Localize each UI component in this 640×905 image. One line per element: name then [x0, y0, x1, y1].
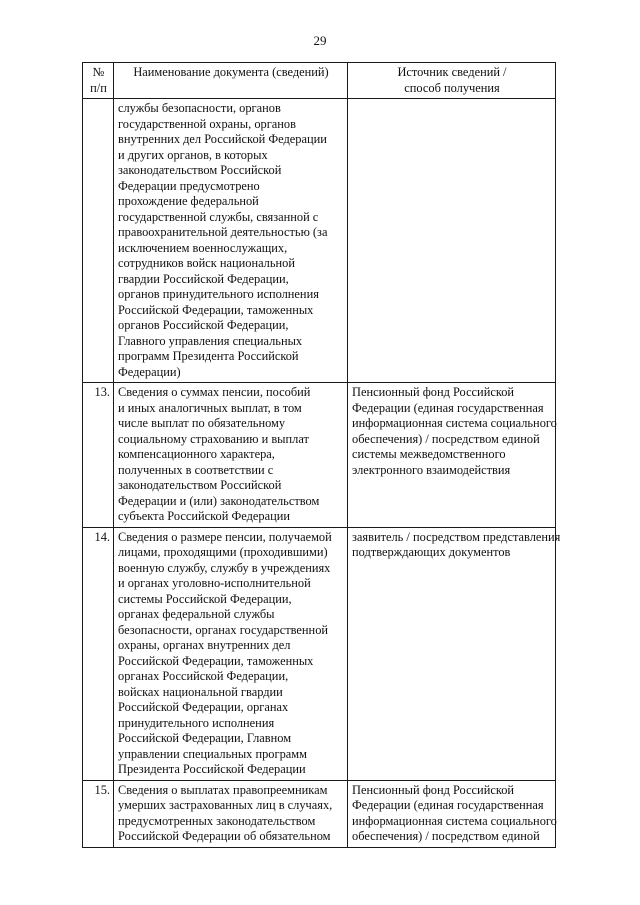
document-name-line: Главного управления специальных [118, 333, 303, 348]
header-source [348, 63, 556, 99]
table-row [83, 780, 556, 847]
source-line: электронного взаимодействия [352, 462, 511, 477]
document-name-line: Сведения о размере пенсии, получаемой [118, 529, 332, 544]
document-name-line: программ Президента Российской [118, 349, 299, 363]
document-name-line: военную службу, службу в учреждениях [118, 560, 331, 575]
document-name-line: Федерации предусмотрено [118, 178, 260, 193]
document-name-line: предусмотренных законодательством [118, 813, 316, 828]
source-line: информационная система социального [352, 416, 557, 430]
source-line: Пенсионный фонд Российской [352, 782, 515, 797]
document-name-line: числе выплат по обязательному [118, 416, 286, 430]
source-line: Пенсионный фонд Российской [352, 385, 515, 399]
document-name-line: Российской Федерации об обязательном [118, 829, 331, 843]
source-cell [348, 527, 561, 780]
document-name-line: полученных в соответствии с [118, 462, 274, 477]
document-name-cell [114, 780, 348, 847]
document-name-line: войсках национальной гвардии [118, 684, 283, 699]
document-name-line: лицами, проходящими (проходившими) [118, 545, 328, 559]
document-name-line: законодательством Российской [118, 478, 282, 492]
document-name-line: сотрудников войск национальной [118, 256, 295, 270]
source-line: обеспечения) / посредством единой [352, 829, 540, 843]
header-number-line: п/п [90, 80, 107, 95]
page-number: 29 [313, 33, 327, 48]
header-document-name: Наименование документа (сведений) [114, 63, 348, 99]
source-line: Федерации (единая государственная [352, 400, 544, 415]
document-name-cell [114, 383, 348, 528]
source-cell [348, 383, 556, 528]
document-name-line: Сведения о суммах пенсии, пособий [118, 385, 311, 399]
document-name-line: прохождение федеральной [118, 194, 259, 208]
document-name-line: Российской Федерации, Главном [118, 731, 292, 745]
document-name-line: внутренних дел Российской Федерации [118, 132, 327, 146]
document-name-line: и иных аналогичных выплат, в том [118, 400, 302, 415]
document-name-line: государственной службы, связанной с [118, 209, 319, 224]
document-name-line: гвардии Российской Федерации, [118, 271, 289, 286]
source-line: подтверждающих документов [352, 545, 511, 559]
document-name-line: законодательством Российской [118, 163, 282, 177]
row-number: 15. [83, 780, 114, 847]
row-number: 13. [83, 383, 114, 528]
source-line: Федерации (единая государственная [352, 798, 544, 812]
source-line: заявитель / посредством представления [352, 529, 561, 544]
document-name-line: службы безопасности, органов [118, 101, 281, 115]
document-name-line: системы Российской Федерации, [118, 591, 292, 606]
document-name-line: Российской Федерации, таможенных [118, 653, 314, 668]
document-name-line: компенсационного характера, [118, 447, 275, 461]
source-cell [348, 99, 556, 383]
document-name-line: Российской Федерации, органах [118, 700, 289, 714]
document-name-line: умерших застрахованных лиц в случаях, [118, 798, 333, 812]
source-cell [348, 780, 556, 847]
document-name-line: социальному страхованию и выплат [118, 431, 309, 446]
document-name-line: субъекта Российской Федерации [118, 509, 290, 523]
row-number: 14. [83, 527, 114, 780]
document-name-line: исключением военнослужащих, [118, 240, 288, 255]
document-name-line: Сведения о выплатах правопреемникам [118, 782, 328, 797]
document-name-line: и других органов, в которых [118, 147, 268, 162]
header-number-line: № [92, 65, 105, 79]
document-name-line: охраны, органах внутренних дел [118, 638, 291, 652]
source-line: информационная система социального [352, 813, 557, 828]
document-name-line: Федерации и (или) законодательством [118, 493, 320, 508]
document-name-line: органов Российской Федерации, [118, 318, 289, 332]
header-source-line: способ получения [404, 80, 500, 95]
table-row [83, 527, 556, 780]
document-name-line: органах федеральной службы [118, 607, 275, 621]
table-row [83, 383, 556, 528]
document-name-line: и органах уголовно-исполнительной [118, 576, 311, 590]
document-name-line: Российской Федерации, таможенных [118, 302, 314, 317]
document-name-line: безопасности, органах государственной [118, 622, 329, 637]
document-name-line: государственной охраны, органов [118, 116, 296, 131]
source-line: системы межведомственного [352, 447, 506, 461]
document-name-line: Президента Российской Федерации [118, 762, 306, 776]
document-name-cell [114, 527, 348, 780]
document-name-line: принудительного исполнения [118, 715, 275, 730]
source-line: обеспечения) / посредством единой [352, 431, 540, 446]
documents-table [82, 62, 561, 848]
header-number [83, 63, 114, 99]
document-name-line: правоохранительной деятельностью (за [118, 225, 328, 239]
document-name-line: управлении специальных программ [118, 746, 307, 761]
document-name-line: органах Российской Федерации, [118, 669, 289, 683]
header-source-line: Источник сведений / [397, 65, 507, 79]
table-header-row [83, 63, 556, 99]
document-name-line: Федерации) [118, 364, 181, 379]
row-number [83, 99, 114, 383]
table-row [83, 99, 556, 383]
document-name-line: органов принудительного исполнения [118, 287, 319, 301]
document-name-cell [114, 99, 348, 383]
